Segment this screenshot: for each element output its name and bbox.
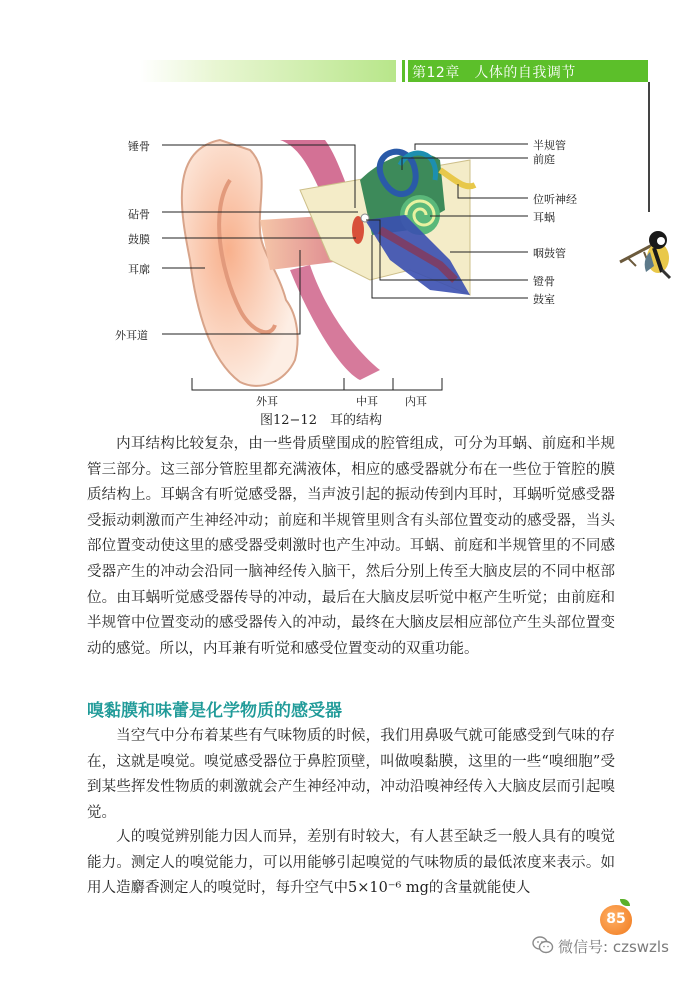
watermark-text: 微信号: czswzls: [558, 938, 669, 956]
label-tympanic-cavity: 鼓室: [533, 293, 555, 306]
paragraph-smell: 当空气中分布着某些有气味物质的时候，我们用鼻吸气就可能感受到气味的存在，这就是嗅觉。嗅觉感受器位于鼻腔顶壁，叫做嗅黏膜，这里的一些“嗅细胞”受到某些挥发性物质的刺激就会产生神经冲动，冲动沿嗅神经传入大脑皮层而引起嗅觉。: [87, 728, 615, 821]
page-number: 85: [606, 911, 626, 927]
header-vertical-line: [648, 82, 650, 212]
label-stapes: 镫骨: [533, 275, 555, 288]
wechat-icon: [532, 936, 554, 954]
label-eustachian-tube: 咽鼓管: [533, 247, 566, 260]
chapter-title: 第12章 人体的自我调节: [412, 65, 576, 81]
ear-structure-figure: [110, 120, 590, 430]
label-vestibulocochlear-nerve: 位听神经: [533, 193, 577, 206]
label-malleus: 锤骨: [128, 140, 150, 153]
region-outer-ear: 外耳: [256, 395, 278, 408]
label-incus: 砧骨: [128, 208, 150, 221]
paragraph-inner-ear: 内耳结构比较复杂，由一些骨质壁围成的腔管组成，可分为耳蜗、前庭和半规管三部分。这三部分管腔里都充满液体，相应的感受器就分布在一些位于管腔的膜质结构上。耳蜗含有听觉感受器，当声波引起的振动传到内耳时，耳蜗听觉感受器受振动刺激而产生神经冲动；前庭和半规管里则含有头部位置变动的感受器，当头部位置变动使这里的感受器受刺激时也产生冲动。耳蜗、前庭和半规管里的不同感受器产生的冲动会沿同一脑神经传入脑干，然后分别上传至大脑皮层的不同中枢部位。由耳蜗听觉感受器传导的冲动，最后在大脑皮层听觉中枢产生听觉；由前庭和半规管中位置变动的感受器传入的冲动，最终在大脑皮层相应部位产生头部位置变动的感觉。所以，内耳兼有听觉和感受位置变动的双重功能。: [87, 436, 615, 657]
label-ear-canal: 外耳道: [115, 329, 148, 342]
header-gradient-band: [140, 60, 396, 82]
label-eardrum: 鼓膜: [128, 233, 150, 246]
ear-diagram: [110, 120, 590, 430]
paragraph-smell-ability: 人的嗅觉辨别能力因人而异，差别有时较大，有人甚至缺乏一般人具有的嗅觉能力。测定人的嗅觉能力，可以用能够引起嗅觉的气味物质的最低浓度来表示。如用人造麝香测定人的嗅觉时，每升空气中5×10⁻⁶ mg的含量就能使人: [87, 829, 615, 897]
label-cochlea: 耳蜗: [533, 211, 555, 224]
section-title: 嗅黏膜和味蕾是化学物质的感受器: [87, 701, 342, 721]
header-divider: [402, 60, 405, 82]
region-inner-ear: 内耳: [405, 395, 427, 408]
label-auricle: 耳廓: [128, 263, 150, 276]
bird-illustration: [618, 222, 680, 280]
region-middle-ear: 中耳: [356, 395, 378, 408]
label-vestibule: 前庭: [533, 153, 555, 166]
label-semicircular-canals: 半规管: [533, 139, 566, 152]
figure-caption: 图12−12 耳的结构: [260, 413, 382, 428]
page-number-badge: [600, 905, 632, 935]
